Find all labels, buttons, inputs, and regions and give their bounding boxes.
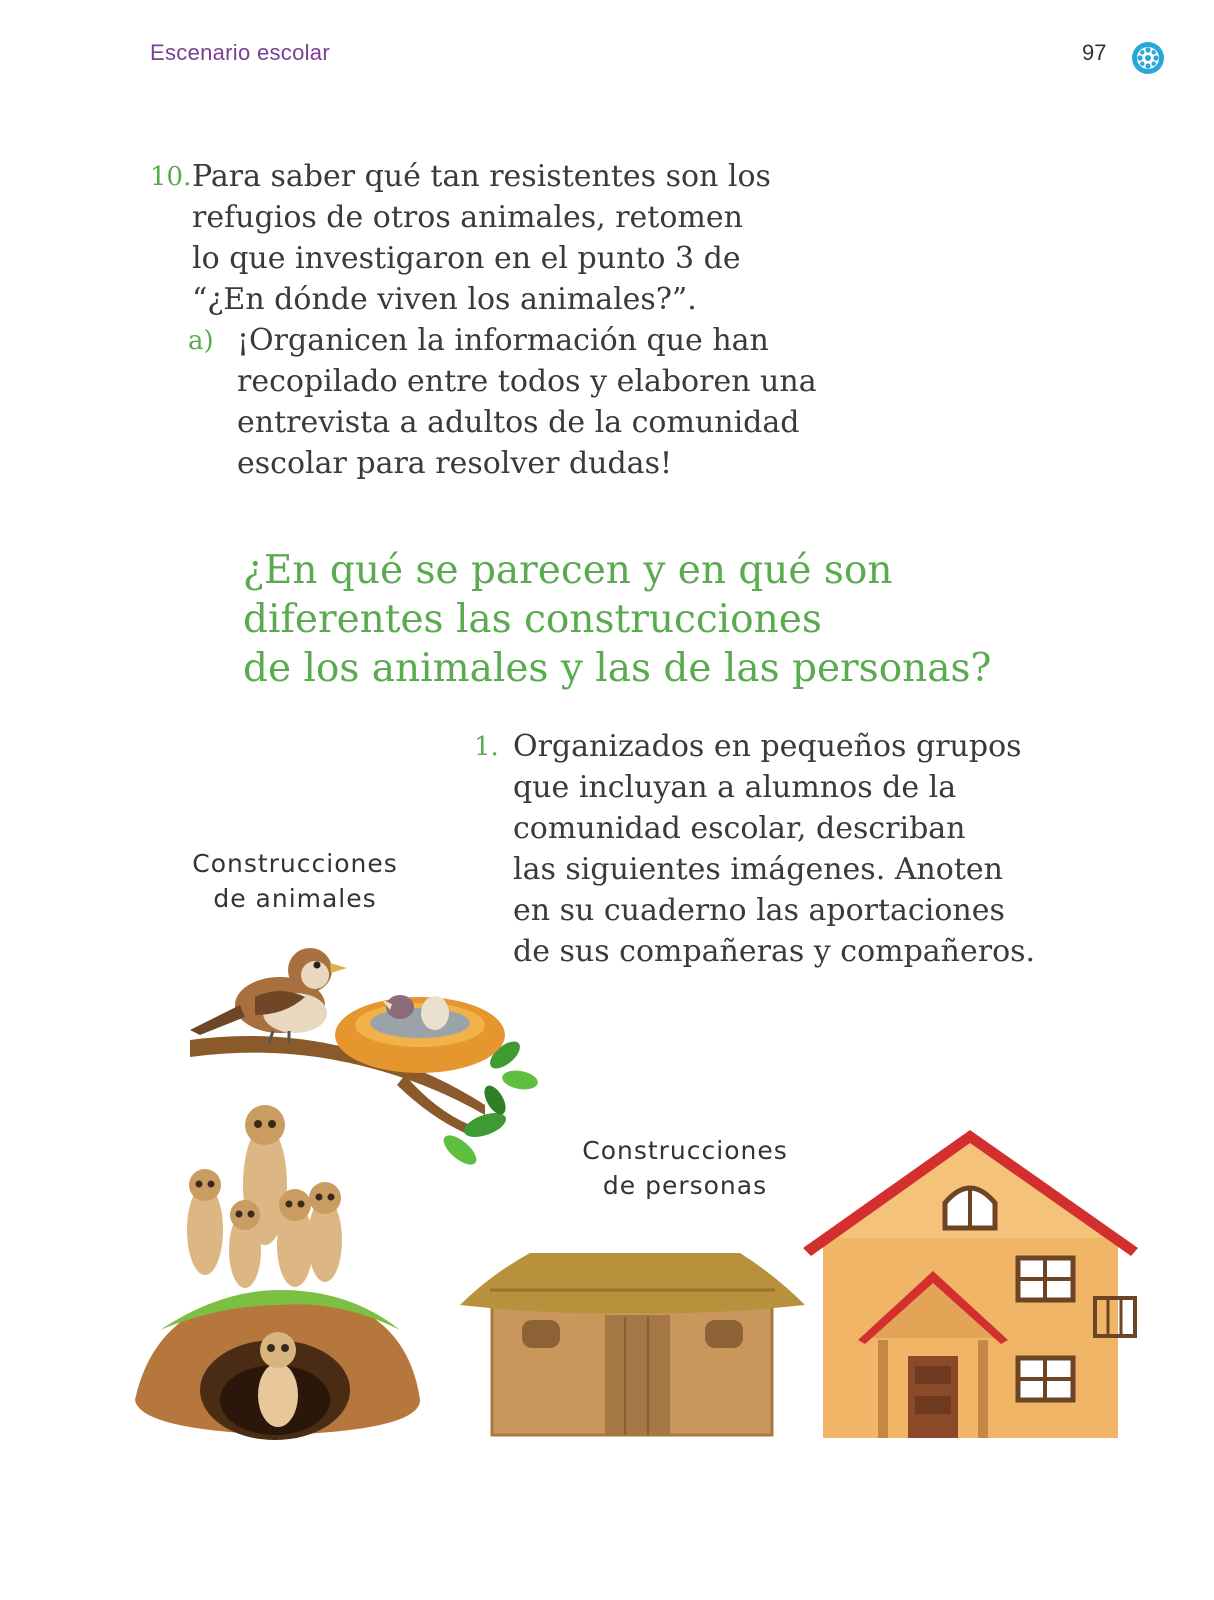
text-line: entrevista a adultos de la comunidad — [237, 405, 800, 440]
label-line: Construcciones — [582, 1136, 788, 1165]
activity-1-text — [513, 726, 1035, 972]
house-illustration — [803, 1128, 1143, 1440]
heading-line: de los animales y las de las personas? — [243, 646, 992, 691]
text-line: refugios de otros animales, retomen — [192, 200, 743, 235]
page-number: 97 — [1082, 40, 1107, 65]
activity-number: 1. — [474, 732, 499, 762]
thatched-hut-illustration — [460, 1245, 805, 1440]
activity-10-text — [192, 156, 771, 320]
text-line: Para saber qué tan resistentes son los — [192, 159, 771, 194]
meerkat-burrow-illustration — [130, 1100, 430, 1440]
section-heading — [243, 546, 991, 693]
text-line: Organizados en pequeños grupos — [513, 729, 1022, 764]
item-letter: a) — [188, 326, 214, 356]
label-line: de animales — [213, 884, 377, 913]
text-line: escolar para resolver dudas! — [237, 446, 673, 481]
text-line: de sus compañeras y compañeros. — [513, 934, 1036, 969]
text-line: en su cuaderno las aportaciones — [513, 893, 1005, 928]
label-line: Construcciones — [192, 849, 398, 878]
activity-number: 10. — [150, 162, 192, 192]
text-line: “¿En dónde viven los animales?”. — [192, 282, 697, 317]
flower-emblem-icon — [1130, 40, 1166, 76]
text-line: recopilado entre todos y elaboren una — [237, 364, 817, 399]
item-a-text — [237, 320, 817, 484]
text-line: ¡Organicen la información que han — [237, 323, 769, 358]
text-line: las siguientes imágenes. Anoten — [513, 852, 1003, 887]
heading-line: diferentes las construcciones — [243, 597, 822, 642]
section-title: Escenario escolar — [150, 40, 330, 65]
label-line: de personas — [602, 1171, 768, 1200]
text-line: lo que investigaron en el punto 3 de — [192, 241, 741, 276]
text-line: que incluyan a alumnos de la — [513, 770, 957, 805]
heading-line: ¿En qué se parecen y en qué son — [243, 548, 893, 593]
people-label — [570, 1133, 800, 1203]
animals-label — [180, 846, 410, 916]
text-line: comunidad escolar, describan — [513, 811, 966, 846]
